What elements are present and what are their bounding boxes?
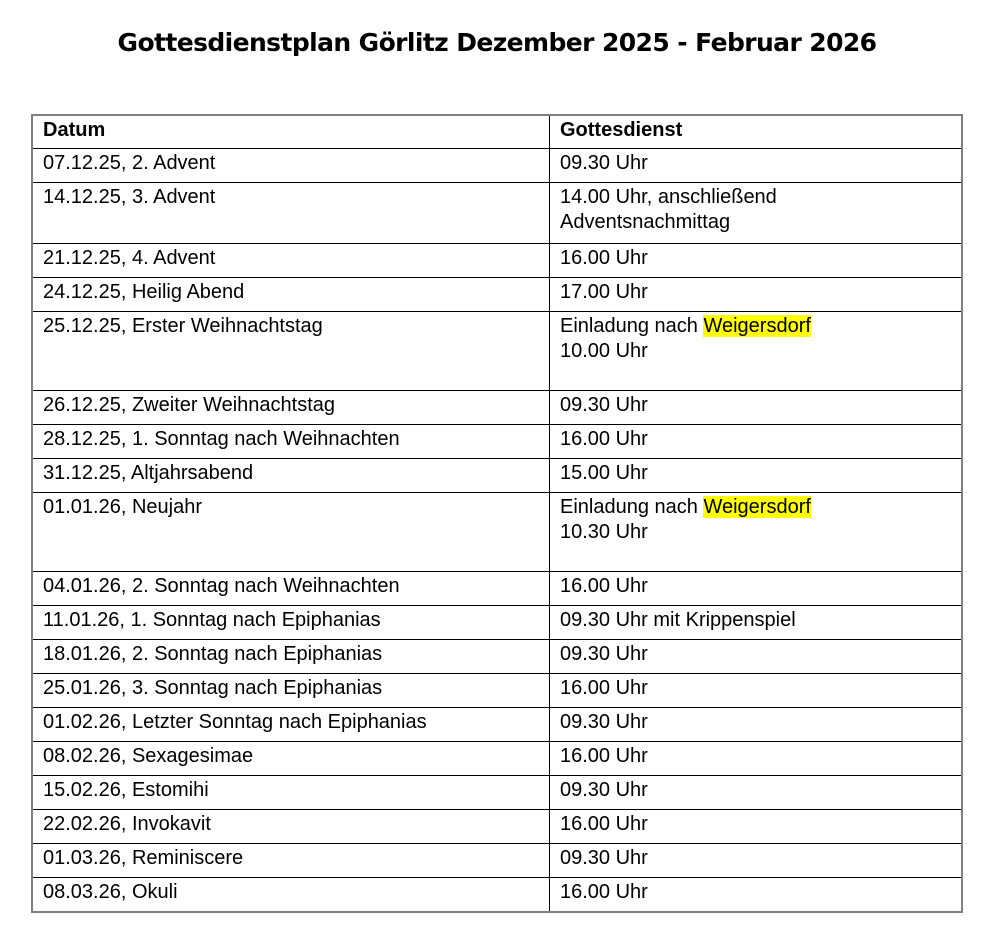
date-cell: 07.12.25, 2. Advent (32, 149, 550, 183)
schedule-table (31, 114, 963, 913)
date-cell: 21.12.25, 4. Advent (32, 244, 550, 278)
table-row (32, 391, 962, 425)
service-cell: 16.00 Uhr (550, 674, 963, 708)
table-row (32, 183, 962, 244)
table-row (32, 244, 962, 278)
service-cell: 09.30 Uhr (550, 844, 963, 878)
date-cell: 31.12.25, Altjahrsabend (32, 459, 550, 493)
date-cell: 24.12.25, Heilig Abend (32, 278, 550, 312)
table-header-row (32, 115, 962, 149)
service-cell: 16.00 Uhr (550, 742, 963, 776)
service-cell (550, 183, 963, 244)
date-cell: 25.01.26, 3. Sonntag nach Epiphanias (32, 674, 550, 708)
service-cell: 16.00 Uhr (550, 572, 963, 606)
service-cell: 16.00 Uhr (550, 244, 963, 278)
service-cell: 16.00 Uhr (550, 878, 963, 913)
invitation-text: Einladung nach (560, 496, 704, 518)
service-cell: 17.00 Uhr (550, 278, 963, 312)
page-title: Gottesdienstplan Görlitz Dezember 2025 - Februar 2026 (117, 28, 877, 57)
header-datum: Datum (32, 115, 550, 149)
date-cell: 25.12.25, Erster Weihnachtstag (32, 312, 550, 391)
date-cell: 04.01.26, 2. Sonntag nach Weihnachten (32, 572, 550, 606)
service-cell: 09.30 Uhr (550, 149, 963, 183)
date-cell: 08.02.26, Sexagesimae (32, 742, 550, 776)
service-line: 10.00 Uhr (560, 340, 648, 362)
service-cell: 16.00 Uhr (550, 425, 963, 459)
date-cell: 26.12.25, Zweiter Weihnachtstag (32, 391, 550, 425)
date-cell: 01.03.26, Reminiscere (32, 844, 550, 878)
service-cell: 15.00 Uhr (550, 459, 963, 493)
date-cell: 22.02.26, Invokavit (32, 810, 550, 844)
table-row (32, 312, 962, 391)
service-line: 10.30 Uhr (560, 521, 648, 543)
service-cell: 09.30 Uhr (550, 640, 963, 674)
table-row (32, 572, 962, 606)
service-cell: 09.30 Uhr (550, 776, 963, 810)
service-cell (550, 312, 963, 391)
service-line: Adventsnachmittag (560, 211, 731, 233)
service-cell: 16.00 Uhr (550, 810, 963, 844)
date-cell: 08.03.26, Okuli (32, 878, 550, 913)
date-cell: 01.01.26, Neujahr (32, 493, 550, 572)
table-row (32, 708, 962, 742)
highlighted-location: Weigersdorf (703, 315, 811, 337)
table-row (32, 742, 962, 776)
date-cell: 15.02.26, Estomihi (32, 776, 550, 810)
service-line (560, 495, 951, 520)
table-row (32, 640, 962, 674)
header-gottesdienst: Gottesdienst (550, 115, 963, 149)
table-row (32, 425, 962, 459)
date-cell: 11.01.26, 1. Sonntag nach Epiphanias (32, 606, 550, 640)
table-row (32, 149, 962, 183)
date-cell: 14.12.25, 3. Advent (32, 183, 550, 244)
service-cell: 09.30 Uhr mit Krippenspiel (550, 606, 963, 640)
table-row (32, 493, 962, 572)
service-cell (550, 493, 963, 572)
service-cell: 09.30 Uhr (550, 391, 963, 425)
table-row (32, 844, 962, 878)
highlighted-location: Weigersdorf (703, 496, 811, 518)
table-row (32, 606, 962, 640)
service-line (560, 314, 951, 339)
table-row (32, 278, 962, 312)
date-cell: 01.02.26, Letzter Sonntag nach Epiphanias (32, 708, 550, 742)
date-cell: 18.01.26, 2. Sonntag nach Epiphanias (32, 640, 550, 674)
invitation-text: Einladung nach (560, 315, 704, 337)
table-row (32, 878, 962, 913)
table-row (32, 674, 962, 708)
table-row (32, 776, 962, 810)
service-line: 14.00 Uhr, anschließend (560, 186, 777, 208)
service-cell: 09.30 Uhr (550, 708, 963, 742)
date-cell: 28.12.25, 1. Sonntag nach Weihnachten (32, 425, 550, 459)
table-row (32, 459, 962, 493)
table-row (32, 810, 962, 844)
